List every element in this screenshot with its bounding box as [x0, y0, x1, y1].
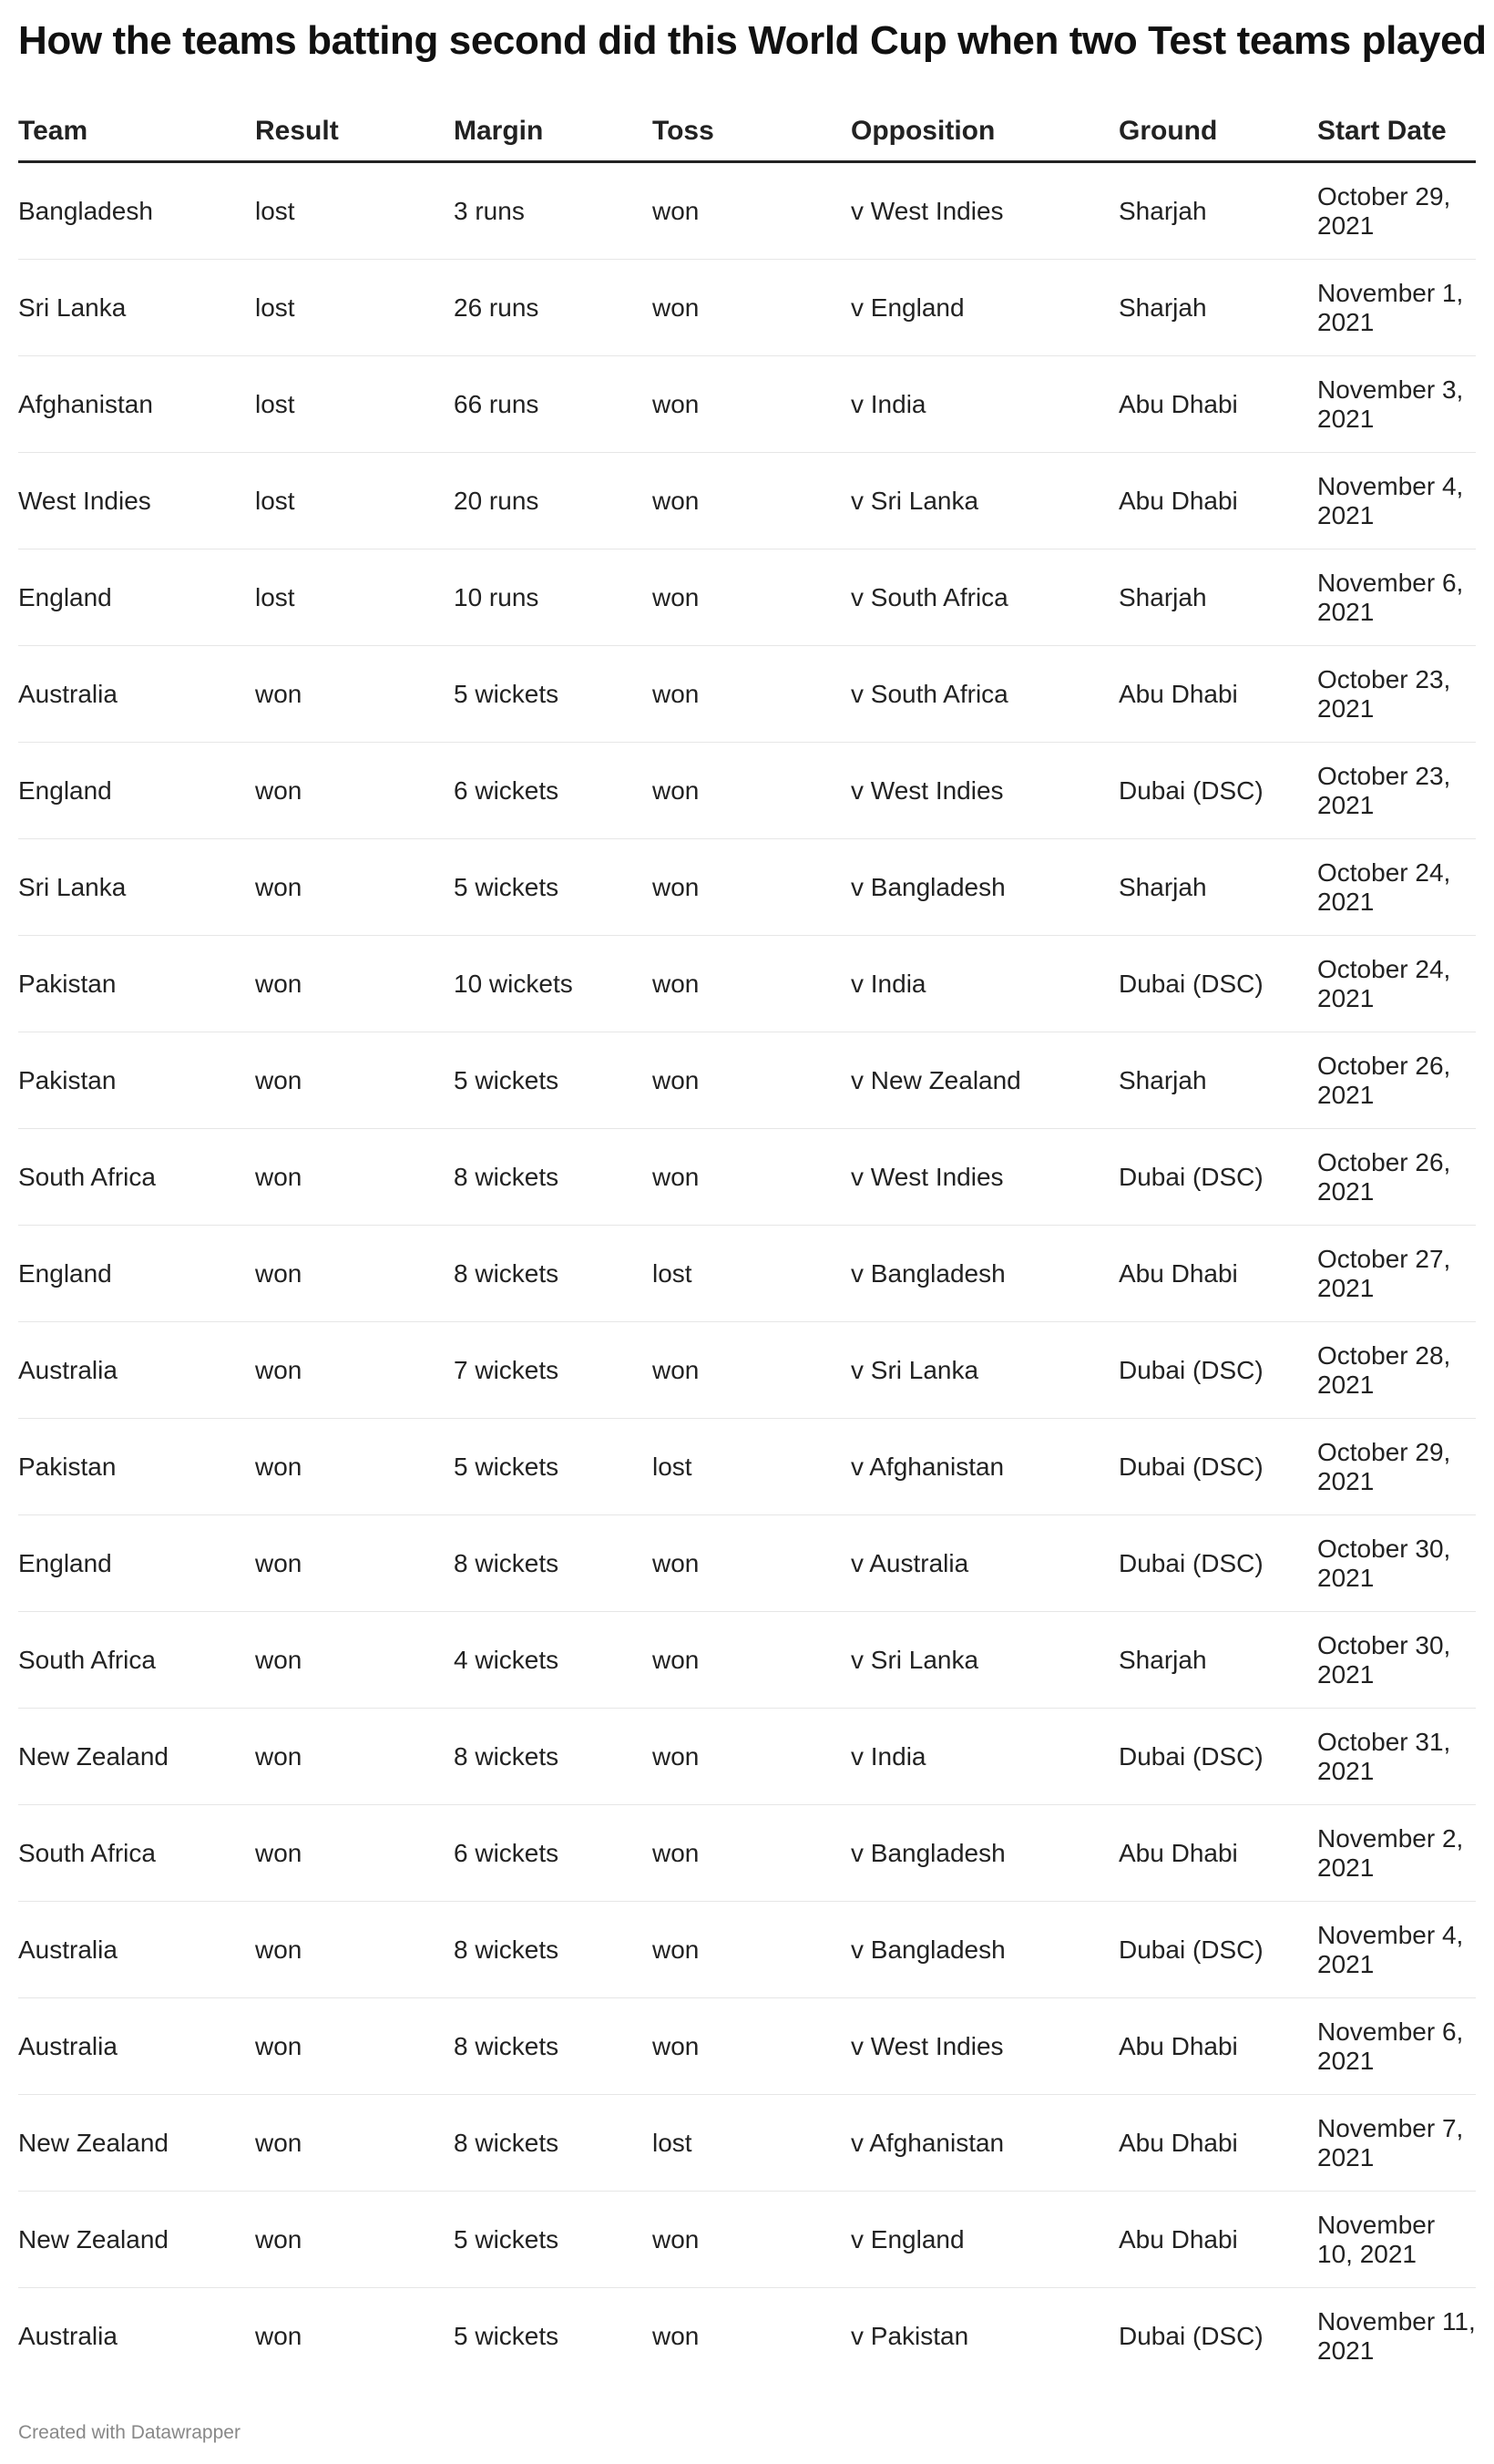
cell-toss: won [652, 1805, 851, 1902]
cell-team: New Zealand [18, 2192, 255, 2288]
cell-margin: 20 runs [454, 453, 652, 549]
cell-toss: won [652, 1515, 851, 1612]
cell-result: won [255, 743, 454, 839]
cell-margin: 66 runs [454, 356, 652, 453]
cell-opposition: v England [851, 2192, 1119, 2288]
cell-start-date: November 10, 2021 [1317, 2192, 1476, 2288]
cell-start-date: November 7, 2021 [1317, 2095, 1476, 2192]
cell-result: won [255, 1902, 454, 1998]
cell-margin: 8 wickets [454, 1226, 652, 1322]
cell-team: Pakistan [18, 1419, 255, 1515]
cell-start-date: October 26, 2021 [1317, 1129, 1476, 1226]
cell-opposition: v Bangladesh [851, 839, 1119, 936]
column-header-start-date: Start Date [1317, 102, 1476, 162]
column-header-result: Result [255, 102, 454, 162]
datawrapper-credit: Created with Datawrapper [18, 2422, 240, 2443]
cell-start-date: November 6, 2021 [1317, 549, 1476, 646]
cell-opposition: v West Indies [851, 1998, 1119, 2095]
cell-team: Bangladesh [18, 162, 255, 260]
cell-result: won [255, 1129, 454, 1226]
cell-opposition: v Afghanistan [851, 2095, 1119, 2192]
cell-start-date: October 24, 2021 [1317, 839, 1476, 936]
cell-ground: Dubai (DSC) [1119, 743, 1317, 839]
cell-team: Australia [18, 2321, 118, 2350]
table-row [18, 743, 1476, 839]
cell-toss: won [652, 2192, 851, 2288]
cell-margin: 5 wickets [454, 1032, 652, 1129]
cell-toss: won [652, 1998, 851, 2095]
cell-result: won [255, 1226, 454, 1322]
cell-result: won [255, 936, 454, 1032]
cell-opposition: v Bangladesh [851, 1226, 1119, 1322]
table-row [18, 1612, 1476, 1709]
cell-result: won [255, 2321, 302, 2350]
cell-result: won [255, 1998, 454, 2095]
cell-margin: 6 wickets [454, 1805, 652, 1902]
cell-team: Pakistan [18, 1032, 255, 1129]
cell-margin: 26 runs [454, 260, 652, 356]
table-row [18, 260, 1476, 356]
table-row [18, 2288, 1476, 2385]
cell-toss: won [652, 1322, 851, 1419]
cell-margin: 8 wickets [454, 1998, 652, 2095]
cell-start-date: November 11, 2021 [1317, 2306, 1476, 2365]
column-header-margin: Margin [454, 102, 652, 162]
cell-toss: won [652, 1129, 851, 1226]
cell-team: South Africa [18, 1805, 255, 1902]
table-row [18, 1129, 1476, 1226]
cell-opposition: v India [851, 1709, 1119, 1805]
cell-margin: 5 wickets [454, 646, 652, 743]
cell-opposition: v West Indies [851, 1129, 1119, 1226]
cell-ground: Abu Dhabi [1119, 646, 1317, 743]
table-row [18, 839, 1476, 936]
cell-team: New Zealand [18, 2095, 255, 2192]
cell-team: Sri Lanka [18, 260, 255, 356]
cell-result: lost [255, 260, 454, 356]
cell-opposition: v Australia [851, 1515, 1119, 1612]
cell-result: lost [255, 356, 454, 453]
cell-toss: won [652, 356, 851, 453]
cell-opposition: v England [851, 260, 1119, 356]
cell-ground: Abu Dhabi [1119, 1998, 1317, 2095]
cell-margin: 5 wickets [454, 2321, 559, 2350]
table-row [18, 1322, 1476, 1419]
cell-toss: won [652, 2321, 700, 2350]
cell-ground: Abu Dhabi [1119, 1226, 1317, 1322]
cell-start-date: November 1, 2021 [1317, 260, 1476, 356]
cell-ground: Abu Dhabi [1119, 2095, 1317, 2192]
table-row [18, 936, 1476, 1032]
cell-start-date: November 4, 2021 [1317, 1902, 1476, 1998]
cell-opposition: v India [851, 356, 1119, 453]
cell-toss: won [652, 1902, 851, 1998]
cell-team: Australia [18, 646, 255, 743]
cell-opposition: v Bangladesh [851, 1805, 1119, 1902]
cell-margin: 6 wickets [454, 743, 652, 839]
cell-toss: won [652, 453, 851, 549]
cell-team: England [18, 549, 255, 646]
cell-ground: Dubai (DSC) [1119, 1419, 1317, 1515]
cell-ground: Dubai (DSC) [1119, 1129, 1317, 1226]
cell-ground: Dubai (DSC) [1119, 936, 1317, 1032]
cell-toss: won [652, 260, 851, 356]
cell-margin: 10 wickets [454, 936, 652, 1032]
chart-title: How the teams batting second did this World Cup when two Test teams played [18, 18, 1487, 63]
column-header-ground: Ground [1119, 102, 1317, 162]
cell-result: won [255, 1612, 454, 1709]
cell-opposition: v Bangladesh [851, 1902, 1119, 1998]
cell-toss: won [652, 1709, 851, 1805]
cell-opposition: v South Africa [851, 549, 1119, 646]
cell-ground: Sharjah [1119, 162, 1317, 260]
table-row [18, 356, 1476, 453]
cell-ground: Dubai (DSC) [1119, 1322, 1317, 1419]
cell-team: England [18, 1226, 255, 1322]
cell-start-date: October 23, 2021 [1317, 646, 1476, 743]
cell-opposition: v New Zealand [851, 1032, 1119, 1129]
chart-container [18, 0, 1487, 2365]
cell-start-date: November 6, 2021 [1317, 1998, 1476, 2095]
cell-team: Pakistan [18, 936, 255, 1032]
cell-ground: Abu Dhabi [1119, 453, 1317, 549]
table-header [18, 102, 1476, 162]
table-row [18, 549, 1476, 646]
column-header-opposition: Opposition [851, 102, 1119, 162]
cell-result: lost [255, 453, 454, 549]
table-row [18, 162, 1476, 260]
table-row [18, 646, 1476, 743]
cell-team: Australia [18, 1322, 255, 1419]
table-row [18, 1515, 1476, 1612]
cell-opposition: v Pakistan [851, 2321, 969, 2350]
cell-ground: Abu Dhabi [1119, 356, 1317, 453]
results-table [18, 102, 1476, 2384]
cell-opposition: v India [851, 936, 1119, 1032]
cell-result: won [255, 839, 454, 936]
cell-start-date: October 31, 2021 [1317, 1709, 1476, 1805]
cell-result: won [255, 646, 454, 743]
cell-team: Australia [18, 1998, 255, 2095]
cell-toss: won [652, 1612, 851, 1709]
cell-toss: lost [652, 2095, 851, 2192]
cell-margin: 10 runs [454, 549, 652, 646]
cell-start-date: November 3, 2021 [1317, 356, 1476, 453]
cell-toss: won [652, 839, 851, 936]
cell-ground: Dubai (DSC) [1119, 1902, 1317, 1998]
cell-start-date: October 26, 2021 [1317, 1032, 1476, 1129]
cell-result: won [255, 2095, 454, 2192]
cell-margin: 5 wickets [454, 839, 652, 936]
cell-toss: lost [652, 1419, 851, 1515]
cell-margin: 8 wickets [454, 1902, 652, 1998]
table-row [18, 1032, 1476, 1129]
cell-margin: 4 wickets [454, 1612, 652, 1709]
cell-margin: 7 wickets [454, 1322, 652, 1419]
cell-margin: 5 wickets [454, 1419, 652, 1515]
table-row [18, 453, 1476, 549]
table-row [18, 1998, 1476, 2095]
table-row [18, 1226, 1476, 1322]
cell-result: lost [255, 549, 454, 646]
cell-margin: 3 runs [454, 162, 652, 260]
cell-team: West Indies [18, 453, 255, 549]
cell-margin: 8 wickets [454, 1515, 652, 1612]
cell-ground: Sharjah [1119, 839, 1317, 936]
cell-opposition: v Sri Lanka [851, 453, 1119, 549]
cell-start-date: October 30, 2021 [1317, 1515, 1476, 1612]
cell-team: Australia [18, 1902, 255, 1998]
cell-toss: won [652, 1032, 851, 1129]
table-row [18, 1902, 1476, 1998]
cell-toss: won [652, 549, 851, 646]
cell-margin: 8 wickets [454, 1709, 652, 1805]
cell-toss: lost [652, 1226, 851, 1322]
cell-result: won [255, 1032, 454, 1129]
table-row [18, 2095, 1476, 2192]
cell-ground: Dubai (DSC) [1119, 2321, 1264, 2350]
cell-team: Afghanistan [18, 356, 255, 453]
cell-start-date: October 23, 2021 [1317, 743, 1476, 839]
table-row [18, 1805, 1476, 1902]
cell-toss: won [652, 743, 851, 839]
cell-ground: Dubai (DSC) [1119, 1515, 1317, 1612]
cell-margin: 8 wickets [454, 2095, 652, 2192]
cell-team: South Africa [18, 1612, 255, 1709]
cell-team: New Zealand [18, 1709, 255, 1805]
cell-team: England [18, 1515, 255, 1612]
cell-result: won [255, 1805, 454, 1902]
cell-toss: won [652, 936, 851, 1032]
cell-team: South Africa [18, 1129, 255, 1226]
cell-result: won [255, 1419, 454, 1515]
cell-result: lost [255, 162, 454, 260]
cell-team: England [18, 743, 255, 839]
header-row [18, 102, 1476, 162]
table-row [18, 2192, 1476, 2288]
cell-ground: Sharjah [1119, 260, 1317, 356]
cell-opposition: v Sri Lanka [851, 1612, 1119, 1709]
cell-result: won [255, 1322, 454, 1419]
cell-toss: won [652, 646, 851, 743]
cell-start-date: October 29, 2021 [1317, 162, 1476, 260]
cell-opposition: v Afghanistan [851, 1419, 1119, 1515]
column-header-toss: Toss [652, 102, 851, 162]
cell-opposition: v West Indies [851, 162, 1119, 260]
cell-toss: won [652, 162, 851, 260]
cell-start-date: October 29, 2021 [1317, 1419, 1476, 1515]
cell-result: won [255, 2192, 454, 2288]
cell-opposition: v South Africa [851, 646, 1119, 743]
cell-margin: 5 wickets [454, 2192, 652, 2288]
cell-ground: Abu Dhabi [1119, 1805, 1317, 1902]
cell-ground: Sharjah [1119, 1032, 1317, 1129]
cell-ground: Sharjah [1119, 549, 1317, 646]
cell-opposition: v Sri Lanka [851, 1322, 1119, 1419]
cell-start-date: October 24, 2021 [1317, 936, 1476, 1032]
table-body [18, 162, 1476, 2385]
column-header-team: Team [18, 102, 255, 162]
cell-opposition: v West Indies [851, 743, 1119, 839]
cell-start-date: October 30, 2021 [1317, 1612, 1476, 1709]
cell-ground: Dubai (DSC) [1119, 1709, 1317, 1805]
cell-start-date: November 4, 2021 [1317, 453, 1476, 549]
cell-team: Sri Lanka [18, 839, 255, 936]
table-row [18, 1709, 1476, 1805]
cell-ground: Abu Dhabi [1119, 2192, 1317, 2288]
cell-margin: 8 wickets [454, 1129, 652, 1226]
cell-result: won [255, 1515, 454, 1612]
cell-ground: Sharjah [1119, 1612, 1317, 1709]
cell-result: won [255, 1709, 454, 1805]
cell-start-date: October 28, 2021 [1317, 1322, 1476, 1419]
cell-start-date: November 2, 2021 [1317, 1805, 1476, 1902]
cell-start-date: October 27, 2021 [1317, 1226, 1476, 1322]
table-row [18, 1419, 1476, 1515]
